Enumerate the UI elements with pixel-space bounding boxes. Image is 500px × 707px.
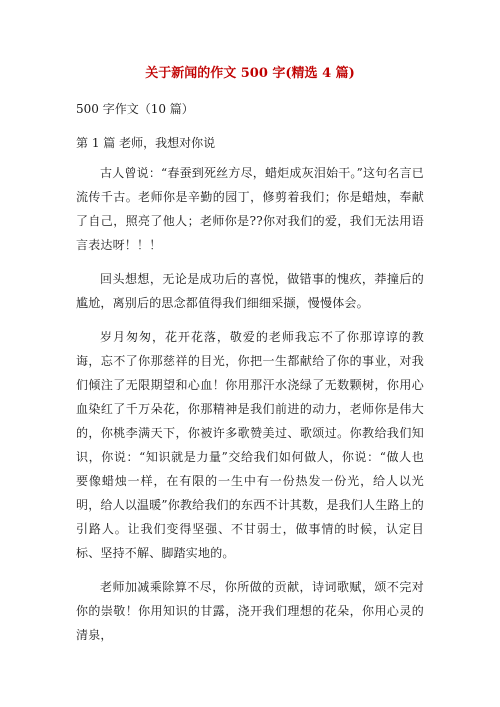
document-title: 关于新闻的作文 500 字(精选 4 篇) [145, 66, 355, 81]
chapter-heading: 第 1 篇 老师，我想对你说 [76, 136, 216, 150]
paragraph-1: 古人曾说：“春蚕到死丝方尽，蜡炬成灰泪始干。”这句名言已流传千古。老师你是辛勤的园丁，修剪着我们；你是蜡烛，奉献了自己，照亮了他人；老师你是??你对我们的爱，我们无法用语言表达呀！！！ [76, 166, 424, 252]
paragraph-2: 回头想想，无论是成功后的喜悦，做错事的愧疚，莽撞后的尴尬，离别后的思念都值得我们细细采撷，慢慢体会。 [76, 272, 424, 310]
paragraph-4: 老师加减乘除算不尽，你所做的贡献，诗词歌赋，颂不完对你的崇敬！你用知识的甘露，浇开我们理想的花朵，你用心灵的清泉， [76, 580, 424, 642]
document-subtitle: 500 字作文（10 篇） [76, 102, 194, 116]
paragraph-3: 岁月匆匆，花开花落，敬爱的老师我忘不了你那谆谆的教诲，忘不了你那慈祥的目光，你把一生都献给了你的事业，对我们倾注了无限期望和心血！你用那汗水浇绿了无数颗树，你用心血染红了千万朵花，你那精神是我们前进的动力，老师你是伟大的，你桃李满天下，你被许多歌赞美过、歌颂过。你教给我们知识，你说：“知识就是力量”交给我们如何做人，你说：“做人也要像蜡烛一样，在有限的一生中有一份热发一份光，给人以光明，给人以温暖”你教给我们的东西不计其数，是我们人生路上的引路人。让我们变得坚强、不甘弱士，做事情的时候，认定目标、坚持不解、脚踏实地的。 [76, 330, 424, 560]
